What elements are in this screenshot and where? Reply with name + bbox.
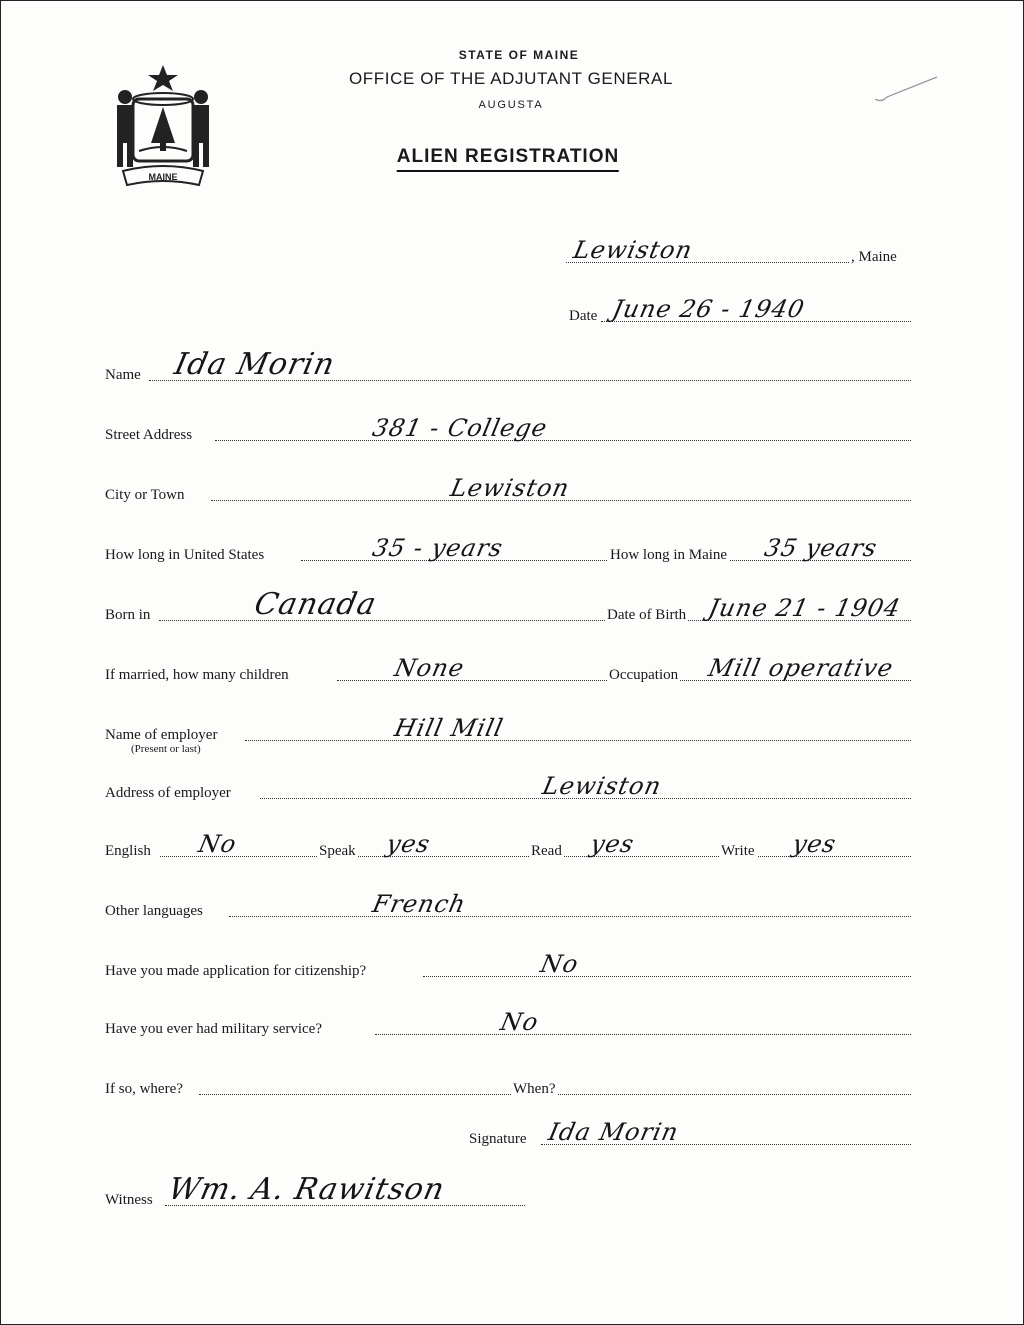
witness-value: Wm. A. Rawitson bbox=[165, 1172, 449, 1207]
years-us-label: How long in United States bbox=[105, 547, 265, 563]
birth-line bbox=[105, 587, 911, 624]
date-line bbox=[569, 295, 911, 325]
street-label: Street Address bbox=[105, 427, 193, 443]
write-value: yes bbox=[790, 830, 840, 858]
years-maine-label: How long in Maine bbox=[610, 547, 728, 563]
citizenship-label: Have you made application for citizenship? bbox=[105, 963, 367, 979]
svg-text:MAINE: MAINE bbox=[148, 172, 178, 182]
write-label: Write bbox=[721, 843, 755, 859]
name-line bbox=[105, 347, 911, 384]
residency-line bbox=[105, 534, 911, 564]
employer-sublabel: (Present or last) bbox=[131, 743, 201, 755]
read-label: Read bbox=[531, 843, 562, 859]
maine-state-seal-icon bbox=[107, 63, 219, 191]
street-line bbox=[105, 414, 911, 444]
signature-label: Signature bbox=[469, 1131, 527, 1147]
check-mark-icon bbox=[873, 73, 941, 103]
when-label: When? bbox=[513, 1081, 556, 1097]
occupation-value: Mill operative bbox=[706, 654, 897, 682]
languages-label: Other languages bbox=[105, 903, 203, 919]
name-value: Ida Morin bbox=[171, 347, 339, 382]
name-label: Name bbox=[105, 367, 141, 383]
signature-value: Ida Morin bbox=[546, 1118, 682, 1146]
military-value: No bbox=[498, 1008, 542, 1036]
read-value: yes bbox=[588, 830, 638, 858]
state-heading: STATE OF MAINE bbox=[458, 48, 580, 62]
years-us-value: 35 - years bbox=[370, 534, 506, 562]
place-state-label: , Maine bbox=[851, 249, 897, 265]
languages-value: French bbox=[370, 890, 469, 918]
languages-line bbox=[105, 890, 911, 920]
date-label: Date bbox=[569, 308, 598, 324]
dob-value: June 21 - 1904 bbox=[706, 594, 904, 622]
office-heading: OFFICE OF THE ADJUTANT GENERAL bbox=[348, 69, 674, 88]
employer-address-line bbox=[105, 772, 911, 802]
english-label: English bbox=[105, 843, 151, 859]
children-line bbox=[105, 654, 911, 684]
signature-line bbox=[469, 1118, 911, 1148]
street-value: 381 - College bbox=[370, 414, 551, 442]
employer-address-value: Lewiston bbox=[540, 772, 665, 800]
place-value: Lewiston bbox=[571, 236, 696, 264]
employer-label: Name of employer bbox=[105, 727, 218, 743]
employer-value: Hill Mill bbox=[392, 714, 507, 742]
dob-label: Date of Birth bbox=[607, 607, 687, 623]
children-value: None bbox=[392, 654, 468, 682]
city-heading: AUGUSTA bbox=[478, 99, 544, 111]
city-label: City or Town bbox=[105, 487, 185, 503]
date-value: June 26 - 1940 bbox=[610, 295, 808, 323]
years-maine-value: 35 years bbox=[762, 534, 881, 562]
born-in-label: Born in bbox=[105, 607, 151, 623]
witness-line bbox=[105, 1172, 525, 1209]
city-value: Lewiston bbox=[448, 474, 573, 502]
children-label: If married, how many children bbox=[105, 667, 289, 683]
speak-value: yes bbox=[384, 830, 434, 858]
city-line bbox=[105, 474, 911, 504]
employer-line bbox=[105, 714, 911, 744]
employer-address-label: Address of employer bbox=[105, 785, 231, 801]
service-detail-line bbox=[105, 1076, 911, 1098]
form-title: ALIEN REGISTRATION bbox=[397, 146, 619, 172]
occupation-label: Occupation bbox=[609, 667, 679, 683]
speak-label: Speak bbox=[319, 843, 356, 859]
where-label: If so, where? bbox=[105, 1081, 183, 1097]
place-line bbox=[566, 236, 916, 266]
military-line bbox=[105, 1008, 911, 1038]
military-label: Have you ever had military service? bbox=[105, 1021, 322, 1037]
citizenship-value: No bbox=[538, 950, 582, 978]
english-line bbox=[105, 830, 911, 860]
born-in-value: Canada bbox=[251, 587, 380, 622]
witness-label: Witness bbox=[105, 1192, 153, 1208]
citizenship-line bbox=[105, 950, 911, 980]
english-value: No bbox=[196, 830, 240, 858]
